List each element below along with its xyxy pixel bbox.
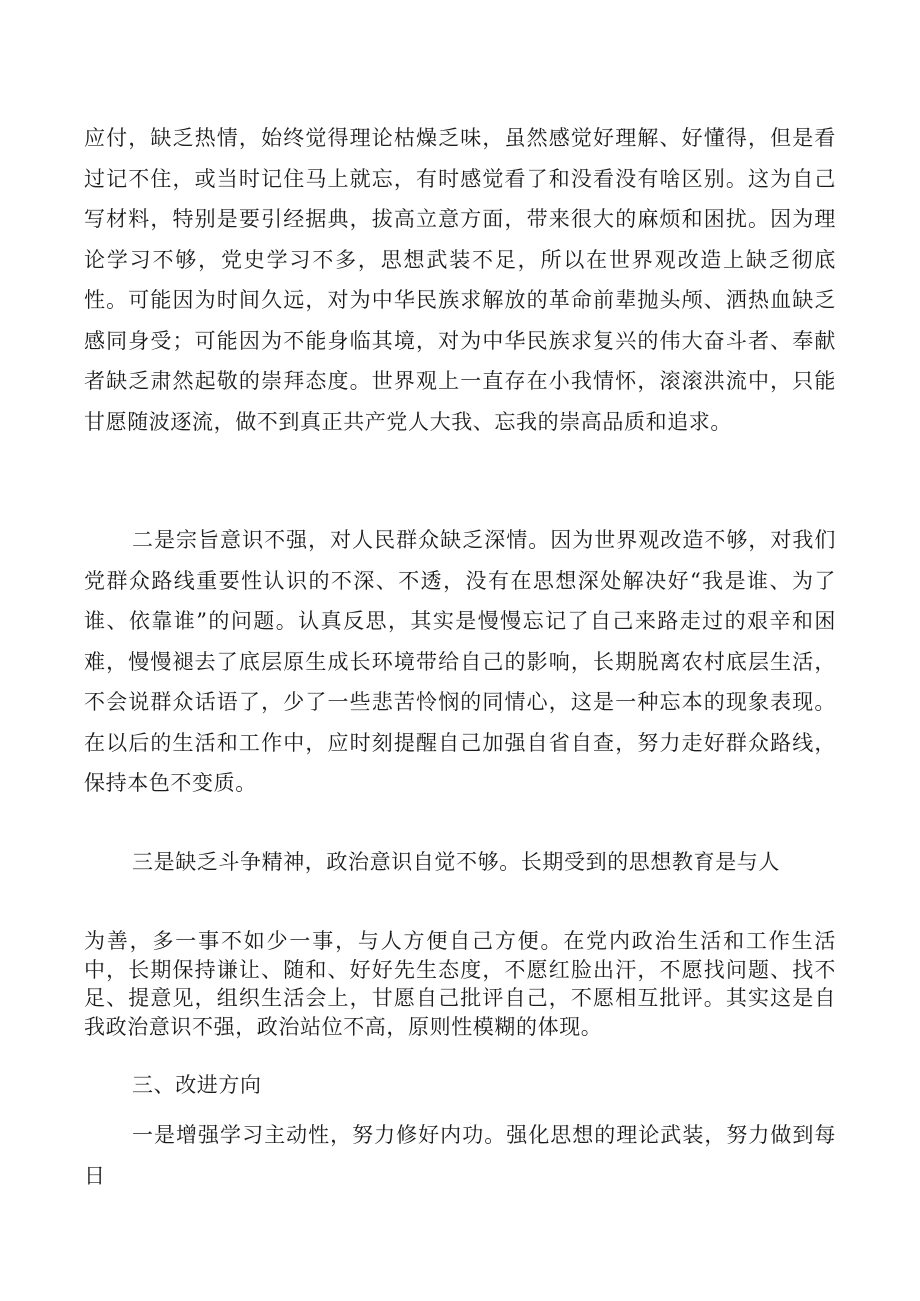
paragraph-struggle-spirit-continued: 为善，多一事不如少一事，与人方便自己方便。在党内政治生活和工作生活中，长期保持谦让、随和、好好先生态度，不愿红脸出汗，不愿找问题、找不足、提意见，组织生活会上，甘愿自己批评自己，不愿相互批评。其实这是自我政治意识不强，政治站位不高，原则性模糊的体现。 xyxy=(84,929,836,1039)
paragraph-theory-study: 应付，缺乏热情，始终觉得理论枯燥乏味，虽然感觉好理解、好懂得，但是看过记不住，或当时记住马上就忘，有时感觉看了和没看没有啥区别。这为自己写材料，特别是要引经据典，拔高立意方面，带来很大的麻烦和困扰。因为理论学习不够，党史学习不多，思想武装不足，所以在世界观改造上缺乏彻底性。可能因为时间久远，对为中华民族求解放的革命前辈抛头颅、洒热血缺乏感同身受；可能因为不能身临其境，对为中华民族求复兴的伟大奋斗者、奉献者缺乏肃然起敬的崇拜态度。世界观上一直存在小我情怀，滚滚洪流中，只能甘愿随波逐流，做不到真正共产党人大我、忘我的崇高品质和追求。 xyxy=(84,126,836,434)
paragraph-struggle-spirit-start: 三是缺乏斗争精神，政治意识自觉不够。长期受到的思想教育是与人 xyxy=(132,850,780,874)
paragraph-learning-initiative: 一是增强学习主动性，努力修好内功。强化思想的理论武装，努力做到每日 xyxy=(84,1123,836,1188)
paragraph-purpose-awareness: 二是宗旨意识不强，对人民群众缺乏深情。因为世界观改造不够，对我们党群众路线重要性认识的不深、不透，没有在思想深处解决好“我是谁、为了谁、依靠谁”的问题。认真反思，其实是慢慢忘记了自己来路走过的艰辛和困难，慢慢褪去了底层原生成长环境带给自己的影响，长期脱离农村底层生活，不会说群众话语了，少了一些悲苦怜悯的同情心，这是一种忘本的现象表现。在以后的生活和工作中，应时刻提醒自己加强自省自查，努力走好群众路线，保持本色不变质。 xyxy=(84,528,836,795)
section-heading-improvement-direction: 三、改进方向 xyxy=(132,1073,262,1097)
